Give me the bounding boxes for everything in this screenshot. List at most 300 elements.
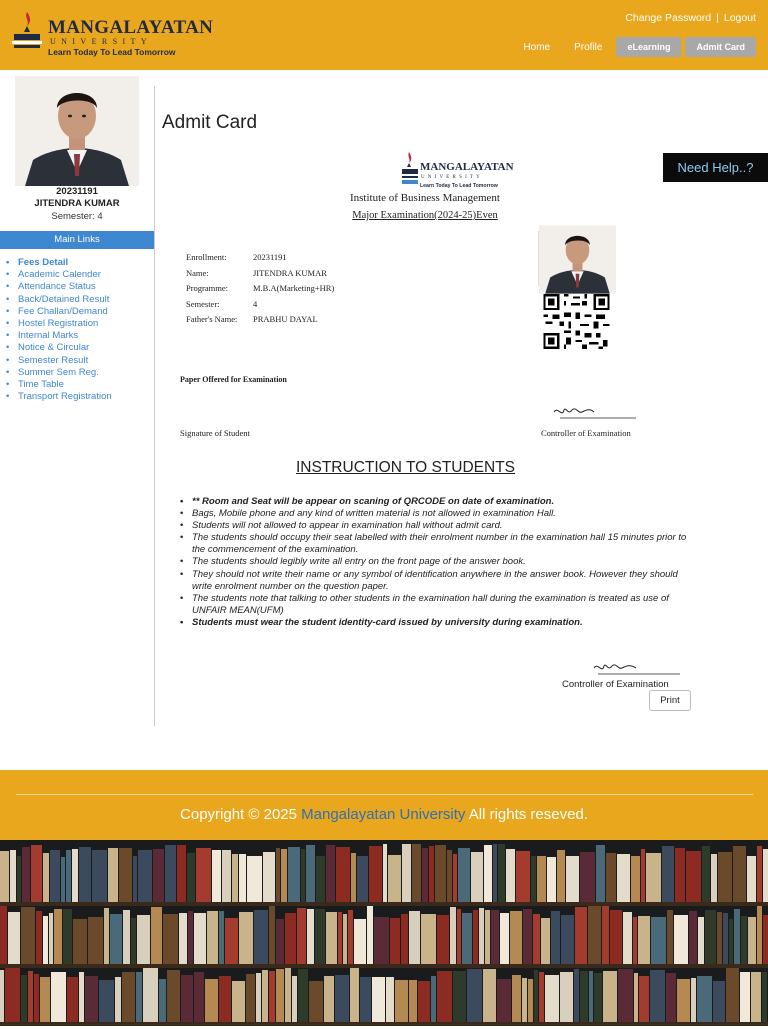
footer xyxy=(0,770,768,840)
nav-elearning[interactable]: eLearning xyxy=(616,37,681,57)
book-spine xyxy=(306,845,315,904)
book-spine xyxy=(307,909,314,966)
book-spine xyxy=(354,919,366,966)
book-spine xyxy=(247,856,262,904)
logo-subtitle: UNIVERSITY xyxy=(50,37,152,46)
book-spine xyxy=(421,914,436,966)
instructions-controller-label: Controller of Examination xyxy=(562,679,669,690)
book-spine xyxy=(762,972,767,1024)
book-spine xyxy=(757,906,762,966)
book-spine xyxy=(254,910,268,966)
sidebar-divider xyxy=(154,86,155,726)
book-spine xyxy=(493,844,497,904)
controller-signature-icon xyxy=(590,660,685,678)
book-spine xyxy=(335,975,349,1024)
footer-divider xyxy=(16,794,753,795)
info-label: Name: xyxy=(186,267,209,278)
book-spine xyxy=(79,972,84,1024)
book-spine xyxy=(292,976,297,1024)
bookshelf-image-icon xyxy=(0,840,768,1024)
sidebar-link-internal-marks[interactable]: • Internal Marks xyxy=(18,330,112,342)
book-spine xyxy=(8,912,20,966)
svg-text:UNIVERSITY: UNIVERSITY xyxy=(421,175,483,180)
book-spine xyxy=(388,855,401,904)
book-spine xyxy=(479,908,484,966)
sidebar-link-transport-registration[interactable]: • Transport Registration xyxy=(18,391,112,403)
admit-card-logo-icon xyxy=(400,150,514,192)
book-spine xyxy=(372,977,385,1024)
sidebar-semester: Semester: 4 xyxy=(51,211,103,222)
book-spine xyxy=(560,972,573,1024)
book-spine xyxy=(603,971,617,1024)
book-spine xyxy=(450,907,456,966)
book-spine xyxy=(159,979,166,1024)
book-spine xyxy=(232,981,245,1024)
book-spine xyxy=(367,906,373,966)
book-spine xyxy=(207,911,218,966)
book-spine xyxy=(205,979,218,1024)
book-spine xyxy=(350,968,359,1024)
book-spine xyxy=(276,848,280,904)
book-spine xyxy=(131,918,136,966)
logout-link[interactable]: Logout xyxy=(723,12,756,24)
info-row-semester xyxy=(186,299,334,315)
book-spine xyxy=(435,845,446,904)
book-spine xyxy=(498,844,505,904)
book-spine xyxy=(453,971,466,1024)
book-spine xyxy=(491,910,499,966)
page-title: Admit Card xyxy=(162,112,258,133)
book-spine xyxy=(674,915,688,966)
sidebar-link-semester-result[interactable]: • Semester Result xyxy=(18,355,112,367)
sidebar-link-time-table[interactable]: • Time Table xyxy=(18,379,112,391)
book-spine xyxy=(17,856,21,904)
book-spine xyxy=(437,915,449,966)
print-button[interactable]: Print xyxy=(649,690,691,711)
book-spine xyxy=(691,978,696,1024)
book-spine xyxy=(285,968,291,1024)
book-spine xyxy=(418,981,430,1024)
book-spine xyxy=(232,854,238,904)
book-spine xyxy=(115,977,121,1024)
nav-home[interactable]: Home xyxy=(523,41,551,53)
book-spine xyxy=(666,973,676,1024)
book-spine xyxy=(0,970,4,1024)
book-spine xyxy=(733,846,746,904)
book-spine xyxy=(276,919,284,966)
book-spine xyxy=(351,853,356,904)
need-help-button[interactable]: Need Help..? xyxy=(663,153,768,182)
info-value: M.B.A(Marketing+HR) xyxy=(253,283,335,293)
info-value: 4 xyxy=(253,298,258,309)
book-spine xyxy=(79,847,91,904)
main-nav xyxy=(513,37,756,57)
book-spine xyxy=(471,852,483,904)
sidebar-link-notice-circular[interactable]: • Notice & Circular xyxy=(18,342,112,354)
book-spine xyxy=(557,850,565,904)
book-spine xyxy=(497,979,511,1024)
instruction-item: • The students note that talking to other students in the examination hall during the examination is treated as use of UNFAIR MEAN(UFM) xyxy=(192,593,692,617)
book-spine xyxy=(222,850,231,904)
header xyxy=(0,0,768,70)
book-spine xyxy=(246,974,255,1024)
book-spine xyxy=(153,849,164,904)
book-spine xyxy=(702,846,710,904)
book-spine xyxy=(412,844,421,904)
book-spine xyxy=(194,972,204,1024)
book-spine xyxy=(110,914,122,966)
book-spine xyxy=(196,848,211,904)
book-spine xyxy=(326,845,335,904)
book-spine xyxy=(297,908,306,966)
book-spine xyxy=(713,981,725,1024)
book-spine xyxy=(528,979,533,1024)
bookshelf-background xyxy=(0,840,768,1024)
book-spine xyxy=(104,908,109,966)
book-spine xyxy=(512,975,521,1024)
book-spine xyxy=(177,845,186,904)
book-spine xyxy=(50,850,60,904)
book-spine xyxy=(73,919,87,966)
book-spine xyxy=(269,906,275,966)
university-emblem-icon xyxy=(10,10,44,50)
book-spine xyxy=(239,912,253,966)
info-value: JITENDRA KUMAR xyxy=(253,267,327,278)
book-spine xyxy=(537,856,546,904)
book-spine xyxy=(298,969,308,1024)
book-spine xyxy=(269,971,275,1024)
student-info xyxy=(186,252,334,330)
book-spine xyxy=(467,969,482,1024)
book-spine xyxy=(639,976,649,1024)
instruction-item: • They should not write their name or any symbol of identification anywhere in the answer book. However they should write enrolment number on the question paper. xyxy=(192,569,692,593)
book-spine xyxy=(534,970,538,1024)
book-spine xyxy=(63,909,72,966)
main-links-header: Main Links xyxy=(0,231,154,249)
book-spine xyxy=(326,912,337,966)
book-spine xyxy=(165,845,176,904)
book-spine xyxy=(757,846,762,904)
book-spine xyxy=(634,973,638,1024)
book-spine xyxy=(726,968,739,1024)
book-spine xyxy=(589,971,593,1024)
book-spine xyxy=(151,907,162,966)
sidebar-student-name: JITENDRA KUMAR xyxy=(34,198,120,209)
instructions-title: INSTRUCTION TO STUDENTS xyxy=(296,459,516,476)
book-spine xyxy=(281,849,287,904)
book-spine xyxy=(531,856,536,904)
book-spine xyxy=(383,844,387,904)
book-spine xyxy=(5,968,20,1024)
sidebar-link-attendance-status[interactable]: • Attendance Status xyxy=(18,281,112,293)
book-spine xyxy=(447,850,452,904)
book-spine xyxy=(677,979,690,1024)
book-spine xyxy=(748,917,756,966)
book-spine xyxy=(133,856,137,904)
signature-of-student-label: Signature of Student xyxy=(180,428,250,438)
book-spine xyxy=(276,969,284,1024)
book-spine xyxy=(309,981,323,1024)
book-spine xyxy=(718,852,732,904)
sidebar-link-academic-calender[interactable]: • Academic Calender xyxy=(18,269,112,281)
book-spine xyxy=(698,917,704,966)
book-spine xyxy=(395,980,408,1024)
book-spine xyxy=(409,911,420,966)
book-spine xyxy=(51,972,66,1024)
book-spine xyxy=(324,976,334,1024)
book-spine xyxy=(99,980,114,1024)
copyright-suffix: All rights reseved. xyxy=(465,806,588,823)
book-spine xyxy=(336,847,350,904)
book-spine xyxy=(641,849,645,904)
book-spine xyxy=(386,977,394,1024)
book-spine xyxy=(431,976,436,1024)
book-spine xyxy=(516,851,530,904)
book-spine xyxy=(651,917,666,966)
book-spine xyxy=(500,913,509,966)
book-spine xyxy=(402,844,411,904)
book-spine xyxy=(67,977,78,1024)
book-spine xyxy=(163,914,178,966)
qr-code-icon xyxy=(543,294,610,349)
book-spine xyxy=(429,846,434,904)
book-spine xyxy=(437,971,452,1024)
book-spine xyxy=(136,972,142,1024)
university-logo[interactable] xyxy=(10,10,214,57)
book-spine xyxy=(338,912,342,966)
info-label: Enrollment: xyxy=(186,252,227,262)
nav-profile[interactable]: Profile xyxy=(574,41,603,53)
book-spine xyxy=(40,977,50,1024)
book-spine xyxy=(219,911,224,966)
sidebar-link-fees-detail[interactable]: • Fees Detail xyxy=(18,257,112,269)
book-spine xyxy=(143,968,158,1024)
book-spine xyxy=(638,916,650,966)
book-spine xyxy=(188,911,193,966)
book-spine xyxy=(181,975,193,1024)
book-spine xyxy=(66,850,71,904)
info-value: PRABHU DAYAL xyxy=(253,314,318,324)
book-spine xyxy=(510,911,522,966)
admit-card-photo xyxy=(538,231,615,286)
book-spine xyxy=(123,910,130,966)
book-spine xyxy=(194,913,206,966)
main-links-list xyxy=(18,257,112,403)
logo-tagline: Learn Today To Lead Tomorrow xyxy=(48,47,176,57)
controller-of-examination-label: Controller of Examination xyxy=(541,428,631,438)
book-spine xyxy=(483,969,496,1024)
book-spine xyxy=(717,912,722,966)
info-row-name xyxy=(186,268,334,284)
book-spine xyxy=(88,917,103,966)
book-spine xyxy=(21,907,35,966)
info-row-father-name xyxy=(186,314,334,330)
admit-photo-icon xyxy=(539,232,616,287)
book-spine xyxy=(473,910,478,966)
book-spine xyxy=(43,916,48,966)
book-spine xyxy=(618,969,633,1024)
book-spine xyxy=(686,851,701,904)
book-spine xyxy=(580,852,595,904)
logo-name: MANGALAYATAN xyxy=(48,17,214,38)
book-spine xyxy=(633,917,637,966)
book-spine xyxy=(31,845,42,904)
book-spine xyxy=(92,850,107,904)
top-links xyxy=(625,12,756,24)
sidebar xyxy=(0,76,154,726)
controller-signature-icon xyxy=(550,404,640,422)
book-spine xyxy=(462,913,472,966)
info-label: Semester: xyxy=(186,298,220,309)
book-spine xyxy=(594,973,602,1024)
copyright-prefix: Copyright © 2025 xyxy=(180,806,302,823)
footer-brand-link[interactable]: Mangalayatan University xyxy=(301,806,466,823)
book-spine xyxy=(729,919,733,966)
paper-offered-label: Paper Offered for Examination xyxy=(180,375,287,384)
book-spine xyxy=(763,915,768,966)
book-spine xyxy=(343,914,347,966)
book-spine xyxy=(484,845,492,904)
change-password-link[interactable]: Change Password xyxy=(625,12,712,24)
book-spine xyxy=(122,972,135,1024)
book-spine xyxy=(662,846,674,904)
book-spine xyxy=(596,845,605,904)
book-spine xyxy=(610,910,622,966)
book-spine xyxy=(705,910,716,966)
book-spine xyxy=(138,850,152,904)
book-spine xyxy=(10,850,16,904)
book-spine xyxy=(741,916,747,966)
info-label: Programme: xyxy=(186,283,229,293)
book-spine xyxy=(187,853,195,904)
book-spine xyxy=(390,918,400,966)
shelf-board xyxy=(0,902,768,906)
book-spine xyxy=(348,910,353,966)
instruction-item: • Students will not allowed to appear in examination hall without admit card. xyxy=(192,520,692,532)
shelf-board xyxy=(0,964,768,968)
book-spine xyxy=(262,970,268,1024)
book-spine xyxy=(545,975,559,1024)
book-spine xyxy=(256,973,261,1024)
book-spine xyxy=(650,970,665,1024)
instruction-item: • Bags, Mobile phone and any kind of written material is not allowed in examination Hall. xyxy=(192,508,692,520)
instruction-item: • The students should occupy their seat labelled with their enrolment number in the examination hall 15 minutes prior to the commencement of the examination. xyxy=(192,532,692,556)
book-spine xyxy=(457,909,461,966)
sidebar-link-hostel-registration[interactable]: • Hostel Registration xyxy=(18,318,112,330)
sidebar-link-fee-challan[interactable]: • Fee Challan/Demand xyxy=(18,306,112,318)
instruction-item: • ** Room and Seat will be appear on scaning of QRCODE on date of examination. xyxy=(192,496,692,508)
book-spine xyxy=(523,909,532,966)
nav-admit-card[interactable]: Admit Card xyxy=(685,37,756,57)
book-spine xyxy=(547,857,556,904)
book-spine xyxy=(541,918,550,966)
book-spine xyxy=(588,906,601,966)
book-spine xyxy=(401,914,408,966)
book-spine xyxy=(315,909,325,966)
book-spine xyxy=(689,911,697,966)
book-spine xyxy=(61,857,65,904)
book-spine xyxy=(34,974,39,1024)
instruction-item: • Students must wear the student identity-card issued by university during examination. xyxy=(192,617,692,629)
book-spine xyxy=(580,971,588,1024)
book-spine xyxy=(646,853,661,904)
book-spine xyxy=(316,856,325,904)
book-spine xyxy=(0,906,7,966)
book-spine xyxy=(602,906,609,966)
book-spine xyxy=(43,853,49,904)
book-spine xyxy=(49,913,53,966)
instruction-item: • The students should legibly write all entry on the front page of the answer book. xyxy=(192,556,692,568)
book-spine xyxy=(225,918,238,966)
book-spine xyxy=(667,910,673,966)
book-spine xyxy=(551,911,560,966)
book-spine xyxy=(72,849,78,904)
book-spine xyxy=(422,848,428,904)
book-spine xyxy=(458,848,470,904)
book-spine xyxy=(212,850,221,904)
book-spine xyxy=(617,854,630,904)
book-spine xyxy=(522,978,527,1024)
book-spine xyxy=(453,854,457,904)
book-spine xyxy=(374,917,389,966)
book-spine xyxy=(539,972,544,1024)
book-spine xyxy=(409,980,417,1024)
sidebar-link-back-detained-result[interactable]: • Back/Detained Result xyxy=(18,294,112,306)
book-spine xyxy=(506,849,515,904)
info-value: 20231191 xyxy=(253,252,287,262)
top-links-separator: | xyxy=(716,12,719,24)
exam-title: Major Examination(2024-25)Even xyxy=(352,210,498,221)
book-spine xyxy=(574,969,579,1024)
book-spine xyxy=(167,970,180,1024)
book-spine xyxy=(301,849,305,904)
book-spine xyxy=(575,907,587,966)
book-spine xyxy=(21,975,27,1024)
book-spine xyxy=(179,913,187,966)
book-spine xyxy=(85,976,98,1024)
book-spine xyxy=(288,847,300,904)
book-spine xyxy=(740,972,750,1024)
info-row-programme xyxy=(186,283,334,299)
sidebar-enrollment: 20231191 xyxy=(56,186,98,197)
book-spine xyxy=(631,856,640,904)
book-spine xyxy=(723,913,728,966)
book-spine xyxy=(360,977,371,1024)
book-spine xyxy=(22,847,30,904)
instructions-list xyxy=(192,496,692,629)
copyright xyxy=(0,806,768,823)
book-spine xyxy=(747,856,756,904)
book-spine xyxy=(566,856,579,904)
book-spine xyxy=(763,849,768,904)
book-spine xyxy=(119,848,132,904)
book-spine xyxy=(357,856,368,904)
institute-name: Institute of Business Management xyxy=(349,192,500,204)
sidebar-link-summer-sem-reg[interactable]: • Summer Sem Reg. xyxy=(18,367,112,379)
book-spine xyxy=(137,915,150,966)
book-spine xyxy=(751,972,761,1024)
book-spine xyxy=(711,854,717,904)
book-spine xyxy=(485,910,490,966)
svg-text:MANGALAYATAN: MANGALAYATAN xyxy=(420,161,514,173)
book-spine xyxy=(606,853,616,904)
info-row-enrollment xyxy=(186,252,334,268)
book-spine xyxy=(219,976,231,1024)
book-spine xyxy=(263,852,275,904)
book-spine xyxy=(54,909,62,966)
book-spine xyxy=(28,971,33,1024)
book-spine xyxy=(533,914,540,966)
